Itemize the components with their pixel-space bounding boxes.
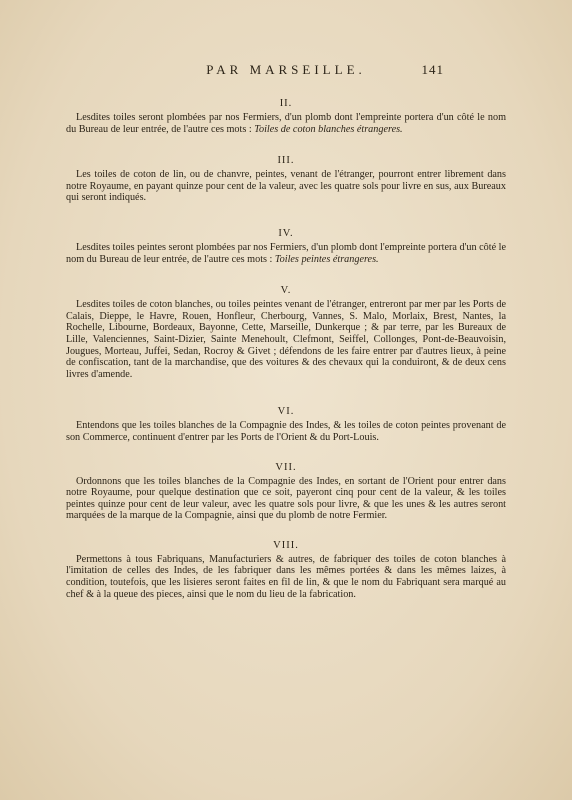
article-text: Lesdites toiles seront plombées par nos Fermiers, d'un plomb dont l'empreinte portera d'un côté le nom du Bureau de leur entrée, de l'autre ces mots : [66, 112, 506, 135]
article-number: II. [279, 98, 293, 109]
article-paragraph: Lesdites toiles de coton blanches, ou toiles peintes venant de l'étranger, entreront par mer par les Ports de Calais, Dieppe, le Havre, Rouen, Honfleur, Cherbourg, Vannes, S. Malo, Morlaix, Brest, Nantes, la Rochelle, Libourne, Bordeaux, Bayonne, Cette, Marseille, Dunkerque ; & par terre, par les Bureaux de Lille, Valenciennes, Saint-Dizier, Sainte Menehoult, Clefmont, Seiffel, Collonges, Pont-de-Beauvoisin, Jougues, Morteau, Juffei, Sedan, Rocroy & Givet ; défendons de les faire entrer par d'autres lieux, à peine de confiscation, tant de la marchandise, que des voitures & des chevaux qui la conduiront, & de deux cens livres d'amende. [66, 299, 506, 380]
article-number: VI. [277, 406, 295, 418]
article-paragraph: Entendons que les toiles blanches de la Compagnie des Indes, & les toiles de coton peintes provenant de son Commerce, continuent d'entrer par les Ports de l'Orient & du Port-Louis. [66, 420, 506, 443]
text-body [66, 90, 506, 600]
article-italic-text: Toiles peintes étrangeres. [274, 253, 379, 265]
article-paragraph: Ordonnons que les toiles blanches de la Compagnie des Indes, en sortant de l'Orient pour entrer dans notre Royaume, pour quelque destination que ce soit, payeront cinq pour cent de la valeur, & les toiles peintes quinze pour cent de leur valeur, avec les quatre sols pour livre, & que les unes & les autres seront marquées de la marque de la Compagnie, ainsi que du plomb de notre Fermier. [66, 475, 506, 522]
article-paragraph [66, 112, 506, 135]
article-number: VII. [275, 461, 297, 473]
article-number: V. [280, 285, 292, 297]
article-number: III. [277, 155, 295, 167]
article-paragraph [66, 242, 506, 265]
article-number: VIII. [273, 539, 299, 551]
article-paragraph: Permettons à tous Fabriquans, Manufacturiers & autres, de fabriquer des toiles de coton blanches à l'imitation de celles des Indes, de les fabriquer dans les mêmes portées & dans les mêmes laizes, à condition, toutefois, que les lisieres seront faites en fil de lin, & que le nom du Fabriquant sera marqué au chef & à la queue des pieces, ainsi que le nom du lieu de la fabrication. [66, 553, 506, 600]
article-italic-text: Toiles de coton blanches étrangeres. [254, 123, 403, 135]
running-title: PAR MARSEILLE. [206, 62, 366, 77]
article-number: IV. [278, 227, 294, 239]
article-text: Lesdites toiles peintes seront plombées par nos Fermiers, d'un plomb dont l'empreinte portera d'un côté le nom du Bureau de leur entrée, de l'autre ces mots : [66, 241, 506, 265]
page-number: 141 [421, 62, 444, 77]
article-paragraph: Les toiles de coton de lin, ou de chanvre, peintes, venant de l'étranger, pourront entrer librement dans notre Royaume, en payant quinze pour cent de la valeur, avec les quatre sols pour livre en sus, aux Bureaux qui seront indiqués. [66, 169, 506, 204]
